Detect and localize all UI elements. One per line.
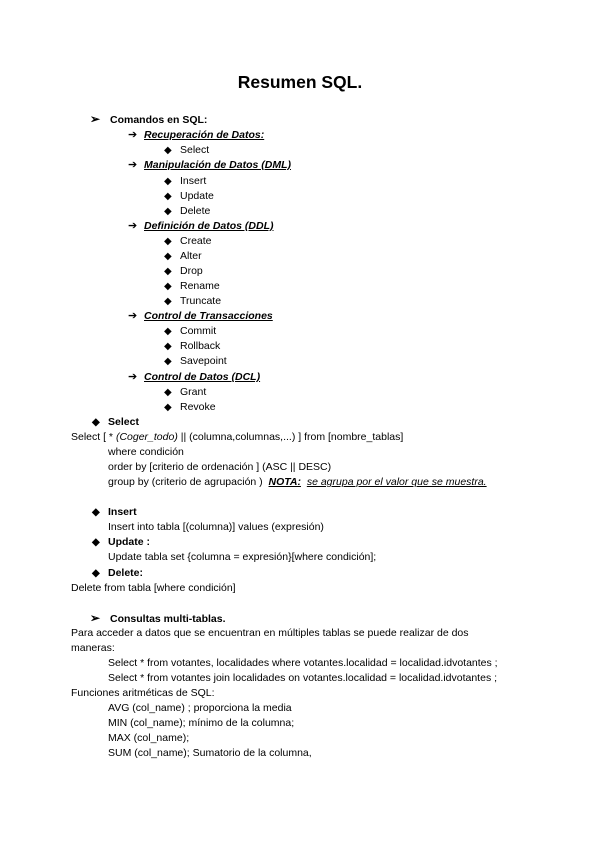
commands-heading: ➢ Comandos en SQL: [90, 112, 208, 126]
multi-intro-line2: maneras: [71, 642, 115, 654]
arrow-right-icon: ➔ [128, 310, 138, 322]
list-item: ◆ Grant [164, 386, 207, 398]
select-where: where condición [108, 446, 184, 458]
arrowhead-bullet-icon: ➢ [90, 112, 101, 126]
multi-example-1: Select * from votantes, localidades where votantes.localidad = localidad.idvotantes ; [108, 657, 498, 669]
diamond-bullet-icon: ◆ [164, 176, 172, 187]
multi-heading: ➢ Consultas multi-tablas. [90, 611, 226, 625]
list-item: ◆ Drop [164, 265, 203, 277]
group-transacciones: ➔ Control de Transacciones [128, 310, 273, 322]
nota-text: se agrupa por el valor que se muestra. [306, 476, 487, 488]
arrow-right-icon: ➔ [128, 220, 138, 232]
list-item: ◆ Delete [164, 205, 211, 217]
nota-label: NOTA: [268, 476, 301, 488]
arrow-right-icon: ➔ [128, 129, 138, 141]
diamond-bullet-icon: ◆ [92, 417, 100, 428]
diamond-bullet-icon: ◆ [164, 251, 172, 262]
arrow-right-icon: ➔ [128, 159, 138, 171]
update-heading: ◆ Update : [92, 536, 150, 548]
arrowhead-bullet-icon: ➢ [90, 611, 101, 625]
list-item: ◆ Rename [164, 280, 220, 292]
select-syntax: Select [ * (Coger_todo) || (columna,columnas,...) ] from [nombre_tablas] [71, 431, 404, 443]
diamond-bullet-icon: ◆ [164, 206, 172, 217]
list-item: ◆ Insert [164, 175, 207, 187]
list-item: ◆ Revoke [164, 401, 216, 413]
list-item: ◆ Select [164, 144, 210, 156]
diamond-bullet-icon: ◆ [164, 341, 172, 352]
diamond-bullet-icon: ◆ [92, 507, 100, 518]
diamond-bullet-icon: ◆ [164, 191, 172, 202]
list-item: ◆ Rollback [164, 340, 221, 352]
update-syntax: Update tabla set {columna = expresión}[where condición]; [108, 551, 377, 563]
multi-example-2: Select * from votantes join localidades on votantes.localidad = localidad.idvotantes ; [108, 672, 498, 684]
group-control-datos: ➔ Control de Datos (DCL) [128, 371, 261, 383]
list-item: ◆ Truncate [164, 295, 222, 307]
diamond-bullet-icon: ◆ [164, 266, 172, 277]
diamond-bullet-icon: ◆ [164, 236, 172, 247]
list-item: ◆ Update [164, 190, 214, 202]
select-group: group by (criterio de agrupación ) NOTA: se agrupa por el valor que se muestra. [108, 476, 487, 488]
functions-heading: Funciones aritméticas de SQL: [71, 687, 215, 699]
delete-syntax: Delete from tabla [where condición] [71, 582, 236, 594]
diamond-bullet-icon: ◆ [92, 568, 100, 579]
group-manipulacion: ➔ Manipulación de Datos (DML) [128, 159, 291, 171]
insert-heading: ◆ Insert [92, 506, 137, 518]
diamond-bullet-icon: ◆ [164, 145, 172, 156]
diamond-bullet-icon: ◆ [164, 296, 172, 307]
insert-syntax: Insert into tabla [(columna)] values (expresión) [108, 521, 324, 533]
function-item: MAX (col_name); [108, 732, 190, 744]
diamond-bullet-icon: ◆ [164, 356, 172, 367]
diamond-bullet-icon: ◆ [92, 537, 100, 548]
function-item: AVG (col_name) ; proporciona la media [108, 702, 292, 714]
multi-intro-line1: Para acceder a datos que se encuentran en múltiples tablas se puede realizar de dos [71, 627, 469, 639]
diamond-bullet-icon: ◆ [164, 402, 172, 413]
select-order: order by [criterio de ordenación ] (ASC || DESC) [108, 461, 332, 473]
list-item: ◆ Create [164, 235, 212, 247]
select-heading: ◆ Select [92, 416, 139, 428]
function-item: MIN (col_name); mínimo de la columna; [108, 717, 295, 729]
group-definicion: ➔ Definición de Datos (DDL) [128, 220, 274, 232]
diamond-bullet-icon: ◆ [164, 387, 172, 398]
diamond-bullet-icon: ◆ [164, 281, 172, 292]
arrow-right-icon: ➔ [128, 371, 138, 383]
list-item: ◆ Alter [164, 250, 202, 262]
function-item: SUM (col_name); Sumatorio de la columna, [108, 747, 312, 759]
delete-heading: ◆ Delete: [92, 567, 144, 579]
page-title: Resumen SQL. [237, 72, 363, 92]
list-item: ◆ Savepoint [164, 355, 227, 367]
group-recuperacion: ➔ Recuperación de Datos: [128, 129, 265, 141]
list-item: ◆ Commit [164, 325, 217, 337]
diamond-bullet-icon: ◆ [164, 326, 172, 337]
